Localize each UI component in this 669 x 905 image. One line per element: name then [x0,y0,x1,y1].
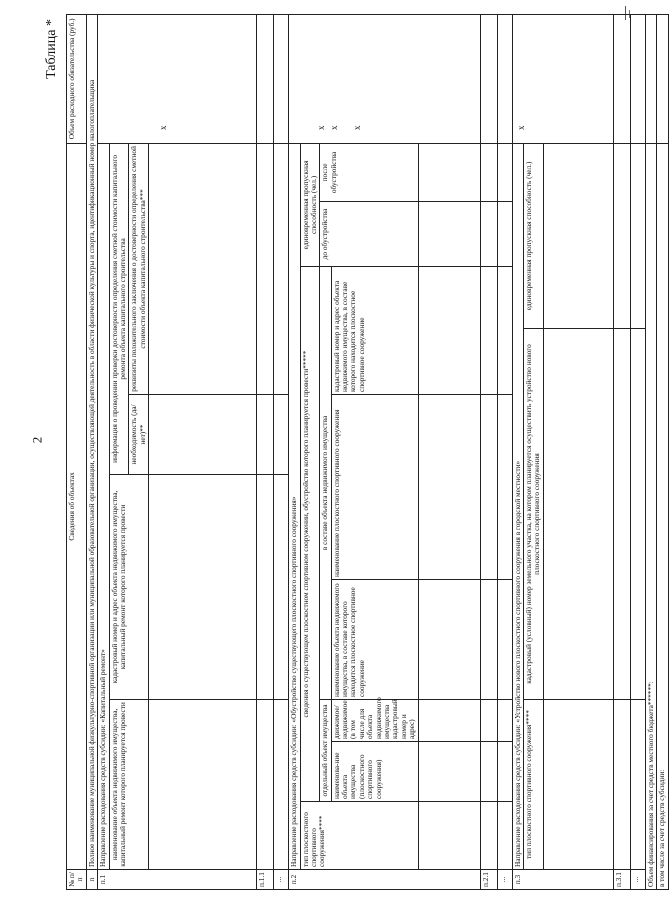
section2-col-after: после обустройства [320,143,418,201]
organization-row [86,14,97,889]
header-info: Сведения об объектах [67,143,87,869]
section3-col-cadastral: кадастровый (условный) номер земельного участка, на котором планируется осуществить устройство нового плоскостного спортивного сооружения [523,329,543,700]
section1-num: п.1 [98,870,257,890]
section3-sub-num: п.3.1 [613,870,630,890]
section1-col-requisites: реквизиты положительного заключения о достоверности определения сметной стоимости объекта капитального строительства*** [129,143,149,394]
section1-volume-cell [98,14,257,143]
section1-col-cadastral: кадастровый номер и адрес объекта недвижимого имущества, капитальный ремонт которого планируется провести [109,475,149,700]
section1-col-check-info: информация о проведении проверки достоверности определения сметной стоимости капитального ремонта объекта капитального строительства [109,143,129,474]
funding-value [645,14,656,143]
section1-ellipsis: ... [274,870,289,890]
section1-sub-num: п.1.1 [257,870,274,890]
section2-col-capacity: единовременная пропускная способность (чел.) [300,143,320,266]
section2-subheader-row [320,14,331,889]
funding-label: Объем финансирования за счет средств местного бюджета******: [645,143,656,889]
section3-col-type: тип плоскостного спортивного сооружения**** [523,700,543,870]
organization-text: Полное наименование муниципальной физкультурно-спортивной организации или муниципальной образовательной организации, осуществляющей деятельность в области физической культуры и спорта, идентификационный номер налогоплательщика [86,14,97,869]
section2-col-within: в составе объекта недвижимого имущества [320,267,331,700]
objects-table [66,14,669,890]
subsidy-label: в том числе за счет средств субсидии: [657,143,668,889]
section2-col-separate: отдельный объект имущества [320,700,331,802]
subsidy-value [657,14,668,143]
section3-header-row [523,14,543,889]
section1-direction: Направление расходования средств субсидии: «Капитальный ремонт» [98,143,109,869]
section3-ellipsis: ... [630,870,645,890]
section1-sub-row [257,14,274,889]
section1-col-necessity: необходимость (да/нет)** [129,395,149,475]
section2-num: п.2 [289,870,480,890]
section2-volume-mark-3: х [352,125,362,130]
section1-header-row [109,14,129,889]
section2-sub-row [480,14,497,889]
header-num: № п/п [67,870,87,890]
section1-body-name [149,700,257,870]
funding-row [645,14,656,889]
section3-sub-row [613,14,630,889]
section3-body-row [543,14,613,889]
section3-num: п.3 [512,870,613,890]
section2-header-row [300,14,320,889]
section2-direction-row [289,14,300,889]
section3-ellipsis-row [630,14,645,889]
section2-sub-re-cadastral: кадастровый номер и адрес объекта недвижимого имущества, в составе которого находится плоскостное спортивное сооружение [331,267,418,395]
row-num: п [86,870,97,890]
section2-volume-mark-2: х [329,125,339,130]
section1-col-name: наименование объекта недвижимого имущества, капитальный ремонт которого планируется провести [109,700,149,870]
section2-sub-facility-name: наименование плоскостного спортивного сооружения [331,395,418,580]
section2-volume-cell [289,14,480,143]
section2-body-row [418,14,480,889]
section2-col-existing: сведения о существующем плоскостном спортивном сооружении, обустройство которого планируется провести***** [300,267,320,802]
table-title: Таблица * [44,19,59,79]
section2-sub-re-name: наименование объекта недвижимого имущества, в составе которого находится плоскостное спортивное сооружение [331,580,418,700]
section2-ellipsis: ... [497,870,512,890]
section2-sub-movable: движимое/ недвижимое (в том числе для объекта недвижимого имущества кадастровый номер и адрес) [331,700,418,742]
section3-volume-cell [512,14,613,143]
section2-direction: Направление расходования средств субсидии: «Обустройство существующего плоскостного спортивного сооружения» [289,143,300,869]
section1-body-requisites [149,143,257,394]
section2-sub-num: п.2.1 [480,870,497,890]
section1-volume-mark: х [158,125,168,130]
section1-body-necessity [149,395,257,475]
section2-col-type: тип плоскостного спортивного сооружения**** [300,802,418,870]
section2-col-before: до обустройства [320,202,418,267]
section1-body-row [149,14,257,889]
subsidy-row [657,14,668,889]
section2-ellipsis-row [497,14,512,889]
section1-body-cadastral [149,475,257,700]
rotated-page-content [40,15,667,890]
header-volume: Объем расходного обязательства (руб.) [67,14,87,143]
section1-ellipsis-row [274,14,289,889]
table-header-row [67,14,87,889]
section3-col-capacity: единовременная пропускная способность (чел.) [523,143,543,328]
section1-direction-row [98,14,109,889]
page-number: 2 [29,436,45,444]
section2-volume-mark-1: х [316,125,326,130]
section3-volume-mark: х [516,125,526,130]
section3-direction-row [512,14,523,889]
section3-direction: Направление расходования средств субсидии: «Устройство нового плоскостного спортивного сооружения в городской местности» [512,143,523,869]
section2-sub-name: наименова-ние объекта имущества (плоскостного спортивного сооружения) [331,742,418,802]
